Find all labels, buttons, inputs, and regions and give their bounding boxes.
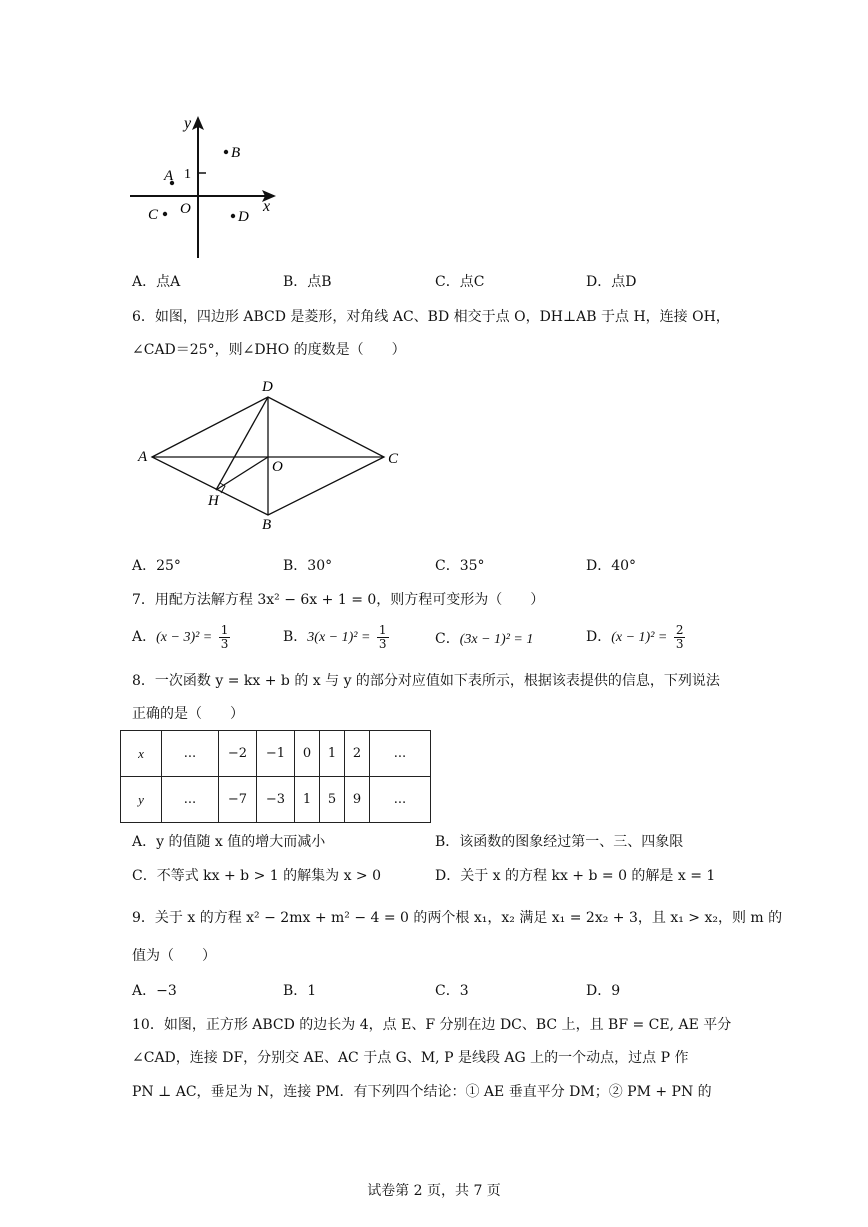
q8-option-c: C．不等式 kx + b > 1 的解集为 x > 0 bbox=[132, 868, 382, 884]
page-footer: 试卷第 2 页，共 7 页 bbox=[367, 1183, 501, 1199]
vertex-d-label: D bbox=[262, 379, 273, 395]
q7-option-d: D．(x − 1)² = $\frac{2}{3}$ bbox=[586, 623, 684, 651]
point-c-label: C bbox=[148, 207, 159, 223]
q6-stem-line1: 6．如图，四边形 ABCD 是菱形，对角线 AC、BD 相交于点 O，DH⊥AB 于点 H，连接 OH， bbox=[132, 309, 730, 325]
point-a-label: A bbox=[164, 168, 174, 184]
table-row-y bbox=[121, 777, 431, 823]
q7-option-a-fraction: $\frac{1}{3}$ bbox=[220, 623, 229, 651]
point-h-label: H bbox=[208, 493, 219, 509]
q9-stem-line1: 9．关于 x 的方程 x² − 2mx + m² − 4 = 0 的两个根 x₁，x₂ 满足 x₁ = 2x₂ + 3，且 x₁ > x₂，则 m 的 bbox=[132, 910, 783, 926]
q5-option-d: D．点D bbox=[586, 274, 637, 290]
table-cell: 1 bbox=[295, 777, 320, 823]
center-o-label: O bbox=[272, 459, 283, 475]
tick-label-1: 1 bbox=[184, 167, 191, 182]
q7-option-c: C．(3x − 1)² = 1 bbox=[435, 631, 534, 647]
table-cell: 9 bbox=[345, 777, 370, 823]
table-cell: ... bbox=[162, 777, 219, 823]
q5-option-b: B．点B bbox=[283, 274, 332, 290]
table-cell: ... bbox=[370, 777, 431, 823]
vertex-b-label: B bbox=[262, 517, 272, 533]
q9-stem-line2: 值为（ ） bbox=[132, 948, 216, 964]
q10-stem-line3: PN ⊥ AC，垂足为 N，连接 PM．有下列四个结论：① AE 垂直平分 DM；② PM + PN 的 bbox=[132, 1084, 712, 1100]
table-cell: x bbox=[121, 731, 162, 777]
q8-option-d: D．关于 x 的方程 kx + b = 0 的解是 x = 1 bbox=[435, 868, 716, 884]
table-cell: 1 bbox=[320, 731, 345, 777]
q6-option-c: C．35° bbox=[435, 558, 485, 574]
q9-option-a: A．−3 bbox=[132, 983, 177, 999]
q7-option-b: B．3(x − 1)² = $\frac{1}{3}$ bbox=[283, 623, 387, 651]
table-cell: −7 bbox=[219, 777, 257, 823]
q7-stem: 7．用配方法解方程 3x² − 6x + 1 = 0，则方程可变形为（ ） bbox=[132, 592, 545, 608]
table-cell: y bbox=[121, 777, 162, 823]
q5-option-a: A．点A bbox=[132, 274, 181, 290]
point-b-label: B bbox=[231, 145, 241, 161]
q6-stem-line2: ∠CAD＝25°，则∠DHO 的度数是（ ） bbox=[132, 342, 406, 358]
rhombus-figure bbox=[132, 375, 412, 535]
x-axis-label: x bbox=[263, 198, 271, 215]
q8-stem-line2: 正确的是（ ） bbox=[132, 706, 244, 722]
vertex-a-label: A bbox=[138, 449, 148, 465]
q6-option-b: B．30° bbox=[283, 558, 333, 574]
origin-label: O bbox=[180, 201, 191, 217]
q5-option-c: C．点C bbox=[435, 274, 485, 290]
table-cell: 5 bbox=[320, 777, 345, 823]
table-cell: −3 bbox=[257, 777, 295, 823]
table-cell: 0 bbox=[295, 731, 320, 777]
q6-option-a: A．25° bbox=[132, 558, 181, 574]
q7-option-b-fraction: $\frac{1}{3}$ bbox=[378, 623, 387, 651]
table-cell: −1 bbox=[257, 731, 295, 777]
table-cell: 2 bbox=[345, 731, 370, 777]
q7-option-d-fraction: $\frac{2}{3}$ bbox=[675, 623, 684, 651]
table-cell: ... bbox=[370, 731, 431, 777]
q9-option-c: C．3 bbox=[435, 983, 469, 999]
vertex-c-label: C bbox=[388, 451, 399, 467]
point-d-label: D bbox=[238, 209, 249, 225]
table-cell: −2 bbox=[219, 731, 257, 777]
q6-option-d: D．40° bbox=[586, 558, 637, 574]
q10-stem-line1: 10．如图，正方形 ABCD 的边长为 4，点 E、F 分别在边 DC、BC 上，且 BF = CE, AE 平分 bbox=[132, 1017, 732, 1033]
value-table bbox=[120, 730, 431, 823]
table-cell: ... bbox=[162, 731, 219, 777]
q8-option-b: B．该函数的图象经过第一、三、四象限 bbox=[435, 834, 684, 850]
q7-option-a: A．(x − 3)² = $\frac{1}{3}$ bbox=[132, 623, 229, 651]
table-row-x bbox=[121, 731, 431, 777]
q8-stem-line1: 8．一次函数 y = kx + b 的 x 与 y 的部分对应值如下表所示，根据该表提供的信息，下列说法 bbox=[132, 673, 720, 689]
q9-option-d: D．9 bbox=[586, 983, 621, 999]
q9-option-b: B．1 bbox=[283, 983, 317, 999]
q8-option-a: A．y 的值随 x 值的增大而减小 bbox=[132, 834, 326, 850]
q10-stem-line2: ∠CAD，连接 DF，分别交 AE、AC 于点 G、M, P 是线段 AG 上的一个动点，过点 P 作 bbox=[132, 1050, 689, 1066]
y-axis-label: y bbox=[184, 115, 192, 132]
coordinate-figure bbox=[120, 110, 290, 265]
